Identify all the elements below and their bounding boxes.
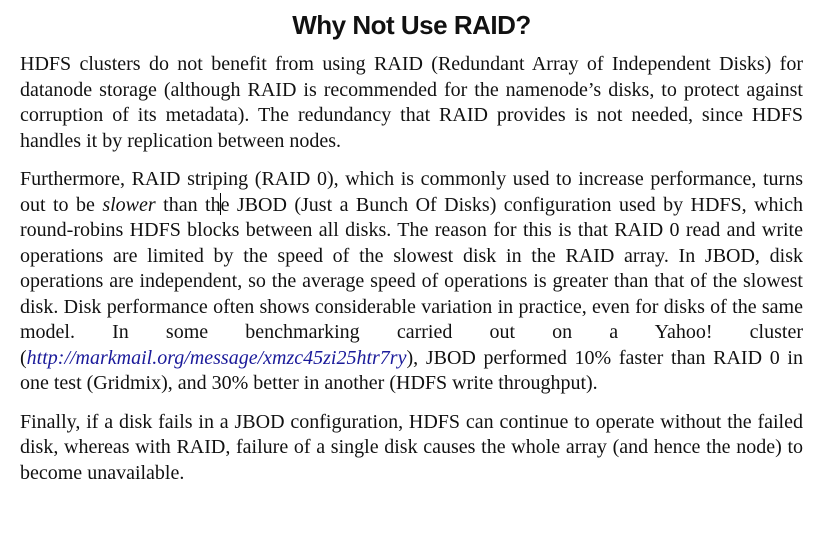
document-page xyxy=(20,8,803,486)
paragraph-2-text-d: ), JBOD performed 10% faster than RAID 0 in one test (Gridmix), and 30% better in another (HDFS write throughput). xyxy=(20,346,803,394)
paragraph-1: HDFS clusters do not benefit from using RAID (Redundant Array of Independent Disks) for datanode storage (although RAID is recommended for the namenode’s disks, to protect against corruption of its metadata). The redundancy that RAID provides is not needed, since HDFS handles it by replication between nodes. xyxy=(20,53,803,152)
paragraph-2-text-a: Furthermore, RAID striping (RAID 0), which is commonly used to increase performance, turns out to be xyxy=(20,168,803,216)
paragraph-3: Finally, if a disk fails in a JBOD configuration, HDFS can continue to operate without the failed disk, whereas with RAID, failure of a single disk causes the whole array (and hence the node) to become unavailable. xyxy=(20,410,803,484)
emphasis-slower: slower xyxy=(102,193,156,216)
benchmark-link[interactable]: http://markmail.org/message/xmzc45zi25htr7ry xyxy=(26,346,407,369)
section-title: Why Not Use RAID? xyxy=(292,10,531,40)
paragraph-2-text-b: than th xyxy=(155,193,221,216)
paragraph-2 xyxy=(20,167,803,397)
paragraph-2-text-c: e JBOD (Just a Bunch Of Disks) configuration used by HDFS, which round-robins HDFS blocks between all disks. The reason for this is that RAID 0 read and write operations are limited by the speed of the slowest disk in the RAID array. In JBOD, disk operations are independent, so the average speed of operations is greater than that of the slowest disk. Disk performance often shows considerable variation in practice, even for disks of the same model. In some benchmarking carried out on a Yahoo! cluster ( xyxy=(20,193,803,369)
